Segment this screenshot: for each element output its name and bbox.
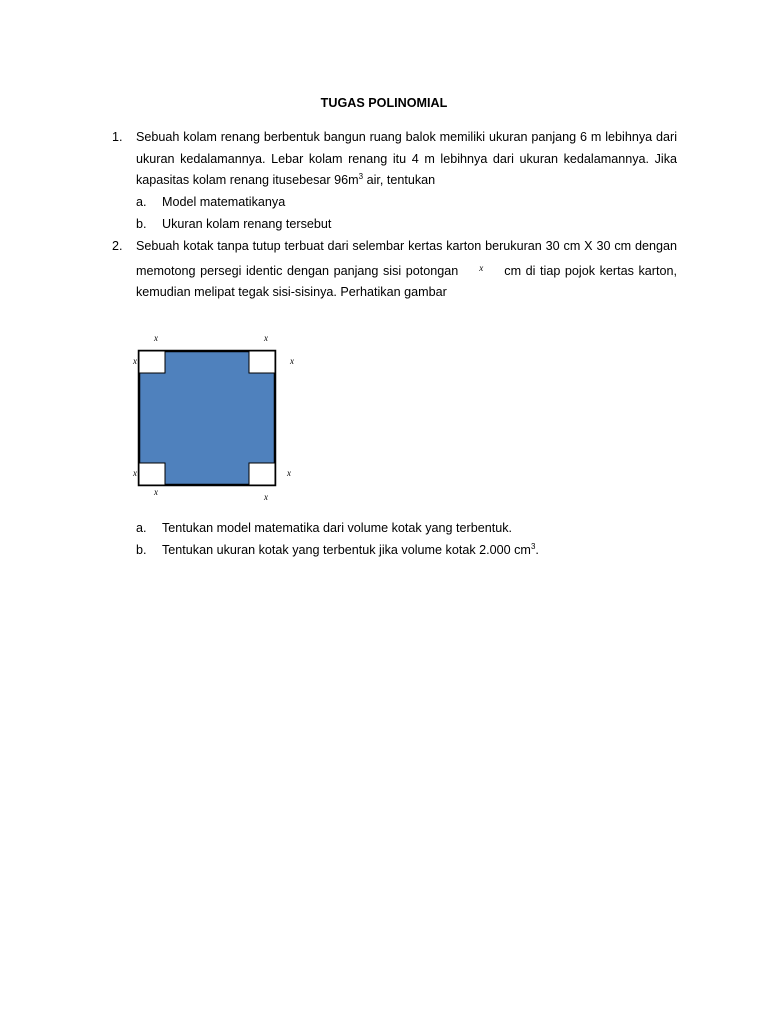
question-1-body: Sebuah kolam renang berbentuk bangun ruang balok memiliki ukuran panjang 6 m lebihnya dari ukuran kedalamannya. Lebar kolam renang itu 4 m lebihnya dari ukuran kedalamannya. Jika kapasitas kolam renang itusebesar 96m — [136, 130, 677, 187]
question-2-body-after: cm di tiap pojok kertas karton, kemudian melipat tegak sisi-sisinya. Perhatikan gambar — [136, 263, 677, 299]
question-1-item-b-text: Ukuran kolam renang tersebut — [162, 217, 332, 231]
label-x-left-lower: x — [133, 468, 137, 478]
label-x-top-right: x — [264, 333, 268, 343]
variable-x-label: x — [479, 262, 484, 273]
corner-square-top-right — [249, 351, 275, 373]
corner-square-bottom-right — [249, 463, 275, 485]
label-x-right-lower: x — [287, 468, 291, 478]
question-2-body-before: Sebuah kotak tanpa tutup terbuat dari selembar kertas karton berukuran 30 cm X 30 cm dengan memotong persegi identic dengan panjang sisi potongan — [136, 239, 677, 278]
label-x-bottom-left: x — [154, 487, 158, 497]
question-1-item-b-label: b. — [136, 217, 147, 231]
question-1-item-a-text: Model matematikanya — [162, 195, 286, 209]
question-1-item-a-label: a. — [136, 195, 147, 209]
question-2-text — [136, 236, 677, 304]
question-2-item-b-end: . — [535, 543, 539, 557]
question-1-superscript: 3 — [358, 171, 364, 181]
question-2-number: 2. — [112, 239, 123, 253]
label-x-right-upper: x — [290, 356, 294, 366]
question-2-item-b-superscript: 3 — [530, 541, 536, 551]
question-1-ending: air, tentukan — [363, 173, 436, 187]
corner-square-top-left — [139, 351, 165, 373]
question-2-item-b-text — [162, 540, 539, 562]
question-2-item-a-label: a. — [136, 521, 147, 535]
cut-corners-diagram — [128, 330, 308, 510]
label-x-left-upper: x — [133, 356, 137, 366]
question-1-text — [136, 127, 677, 192]
question-1-number: 1. — [112, 130, 123, 144]
label-x-bottom-right: x — [264, 492, 268, 502]
question-2-item-b-label: b. — [136, 543, 147, 557]
document-title: TUGAS POLINOMIAL — [320, 96, 448, 110]
question-2-item-b-body: Tentukan ukuran kotak yang terbentuk jika volume kotak 2.000 cm — [162, 543, 531, 557]
corner-square-bottom-left — [139, 463, 165, 485]
question-2-item-a-text: Tentukan model matematika dari volume kotak yang terbentuk. — [162, 521, 513, 535]
label-x-top-left: x — [154, 333, 158, 343]
